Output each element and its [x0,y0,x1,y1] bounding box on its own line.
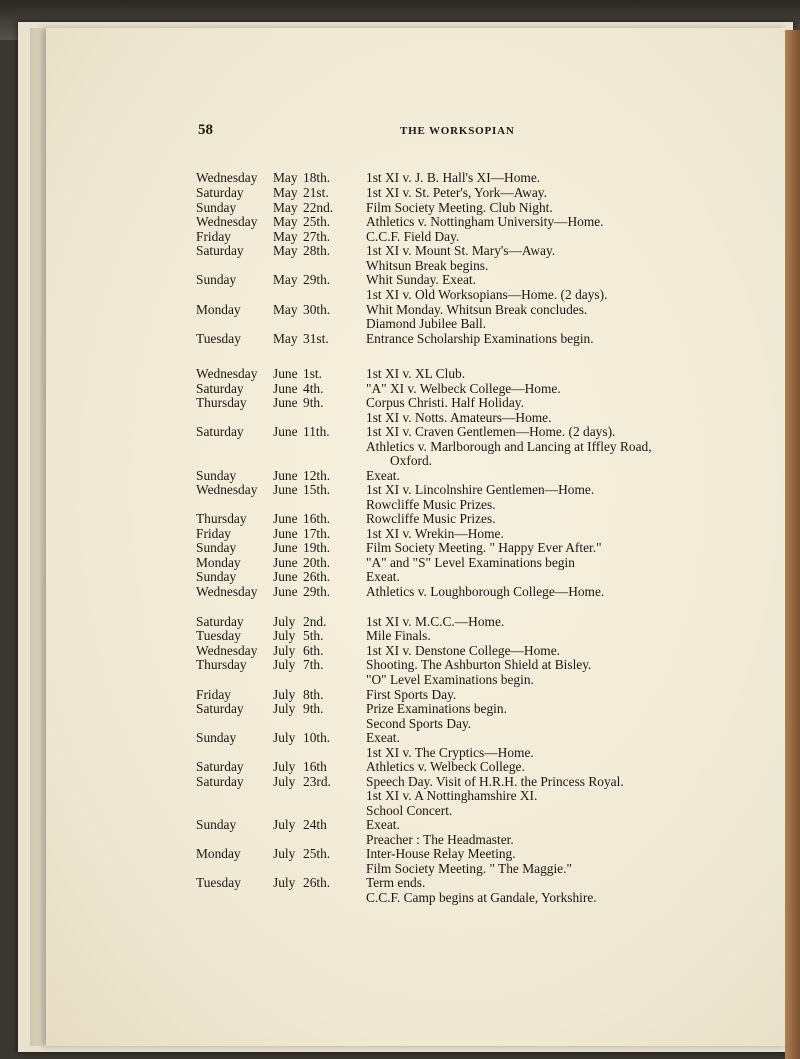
calendar-entry [0,846,800,862]
calendar-entry [0,817,800,833]
entry-date: 28th. [303,243,331,258]
entry-day: Friday [196,526,231,541]
entry-month: June [273,584,298,599]
entry-day: Wednesday [196,643,258,658]
entry-date: 26th. [303,875,331,890]
entry-event: Athletics v. Marlborough and Lancing at Iffley Road, [366,439,652,454]
entry-month: July [273,730,296,745]
calendar-entry [0,628,800,644]
calendar-entry [0,701,800,717]
calendar-entry [0,243,800,259]
entry-day: Sunday [196,569,237,584]
entry-event: Oxford. [390,453,433,468]
entry-month: June [273,424,298,439]
entry-event: 1st XI v. Denstone College—Home. [366,643,561,658]
entry-date: 25th. [303,214,331,229]
entry-day: Sunday [196,817,237,832]
entry-event: School Concert. [366,803,453,818]
entry-day: Friday [196,229,231,244]
entry-date: 10th. [303,730,331,745]
entry-event: Whit Sunday. Exeat. [366,272,476,287]
entry-date: 17th. [303,526,331,541]
entry-day: Tuesday [196,331,241,346]
calendar-entry [0,331,800,347]
entry-date: 4th. [303,381,324,396]
entry-month: May [273,200,298,215]
entry-event: Prize Examinations begin. [366,701,507,716]
entry-month: July [273,687,296,702]
entry-event: 1st XI v. Wrekin—Home. [366,526,504,541]
entry-day: Tuesday [196,875,241,890]
entry-event: Diamond Jubilee Ball. [366,316,487,331]
entry-month: June [273,555,298,570]
entry-day: Monday [196,302,241,317]
entry-day: Saturday [196,614,244,629]
entry-date: 16th. [303,511,331,526]
entry-day: Wednesday [196,170,258,185]
entry-day: Monday [196,555,241,570]
entry-day: Thursday [196,511,247,526]
entry-day: Friday [196,687,231,702]
entry-month: May [273,331,298,346]
calendar-entry [0,890,800,906]
entry-event: 1st XI v. XL Club. [366,366,466,381]
entry-event: Athletics v. Nottingham University—Home. [366,214,604,229]
entry-event: Whit Monday. Whitsun Break concludes. [366,302,588,317]
calendar-entry [0,569,800,585]
entry-month: June [273,511,298,526]
entry-date: 1st. [303,366,322,381]
entry-day: Tuesday [196,628,241,643]
entry-date: 5th. [303,628,324,643]
calendar-entry [0,584,800,600]
entry-day: Saturday [196,381,244,396]
entry-day: Saturday [196,185,244,200]
entry-month: July [273,846,296,861]
entry-day: Wednesday [196,214,258,229]
entry-event: Film Society Meeting. Club Night. [366,200,553,215]
entry-month: May [273,243,298,258]
entry-day: Saturday [196,424,244,439]
calendar-entry [0,540,800,556]
entry-date: 6th. [303,643,324,658]
entry-event: 1st XI v. The Cryptics—Home. [366,745,534,760]
entry-date: 7th. [303,657,324,672]
entry-event: Whitsun Break begins. [366,258,489,273]
entry-date: 11th. [303,424,330,439]
entry-event: 1st XI v. Notts. Amateurs—Home. [366,410,552,425]
entry-month: June [273,366,298,381]
calendar-entry [0,453,800,469]
entry-event: Exeat. [366,730,400,745]
entry-day: Saturday [196,774,244,789]
entry-event: Mile Finals. [366,628,431,643]
entry-event: 1st XI v. Lincolnshire Gentlemen—Home. [366,482,595,497]
entry-event: Film Society Meeting. " Happy Ever After." [366,540,602,555]
entry-date: 27th. [303,229,331,244]
calendar-entry [0,366,800,382]
entry-event: Exeat. [366,569,400,584]
entry-day: Wednesday [196,584,258,599]
entry-month: June [273,395,298,410]
entry-date: 8th. [303,687,324,702]
entry-event: Entrance Scholarship Examinations begin. [366,331,594,346]
calendar-entry [0,730,800,746]
entry-month: May [273,229,298,244]
entry-event: Corpus Christi. Half Holiday. [366,395,524,410]
entry-month: July [273,759,296,774]
entry-month: June [273,540,298,555]
calendar-entry [0,214,800,230]
entry-event: Exeat. [366,817,400,832]
entry-date: 30th. [303,302,331,317]
entry-event: Exeat. [366,468,400,483]
entry-month: July [273,614,296,629]
entry-month: July [273,817,296,832]
calendar-entry [0,482,800,498]
entry-month: May [273,302,298,317]
calendar-entry [0,788,800,804]
entry-event: Film Society Meeting. " The Maggie." [366,861,572,876]
entry-month: May [273,214,298,229]
entry-date: 19th. [303,540,331,555]
entry-month: July [273,774,296,789]
calendar-entry [0,511,800,527]
entry-month: July [273,875,296,890]
entry-event: 1st XI v. J. B. Hall's XI—Home. [366,170,541,185]
page-number: 58 [198,122,213,138]
entry-date: 20th. [303,555,331,570]
entry-day: Wednesday [196,482,258,497]
entry-date: 9th. [303,395,324,410]
entry-day: Saturday [196,243,244,258]
entry-date: 29th. [303,272,331,287]
entry-day: Sunday [196,540,237,555]
entry-event: Rowcliffe Music Prizes. [366,497,496,512]
calendar-entry [0,672,800,688]
entry-month: May [273,185,298,200]
entry-event: Preacher : The Headmaster. [366,832,514,847]
entry-day: Sunday [196,272,237,287]
entry-event: Inter-House Relay Meeting. [366,846,516,861]
entry-month: May [273,170,298,185]
entry-day: Sunday [196,468,237,483]
entry-day: Sunday [196,200,237,215]
entry-day: Sunday [196,730,237,745]
entry-month: July [273,628,296,643]
entry-date: 16th [303,759,327,774]
calendar-entry [0,759,800,775]
entry-date: 12th. [303,468,331,483]
entry-event: 1st XI v. Mount St. Mary's—Away. [366,243,556,258]
calendar-entry [0,316,800,332]
calendar-entry [0,170,800,186]
entry-day: Saturday [196,759,244,774]
calendar-entry [0,272,800,288]
running-head: THE WORKSOPIAN [400,125,515,137]
entry-day: Wednesday [196,366,258,381]
entry-month: May [273,272,298,287]
entry-date: 24th [303,817,327,832]
entry-day: Saturday [196,701,244,716]
calendar-entry [0,424,800,440]
entry-event: Rowcliffe Music Prizes. [366,511,496,526]
entry-date: 15th. [303,482,331,497]
entry-month: June [273,526,298,541]
entry-event: 1st XI v. Old Worksopians—Home. (2 days). [366,287,608,302]
entry-date: 22nd. [303,200,334,215]
entry-event: 1st XI v. St. Peter's, York—Away. [366,185,547,200]
calendar-entry [0,185,800,201]
entry-date: 2nd. [303,614,327,629]
entry-event: Term ends. [366,875,426,890]
entry-day: Thursday [196,657,247,672]
entry-month: July [273,701,296,716]
calendar-entry [0,395,800,411]
entry-month: June [273,569,298,584]
entry-event: "O" Level Examinations begin. [366,672,534,687]
calendar-entry [0,657,800,673]
entry-date: 18th. [303,170,331,185]
entry-day: Monday [196,846,241,861]
entry-event: First Sports Day. [366,687,457,702]
entry-event: Speech Day. Visit of H.R.H. the Princess Royal. [366,774,624,789]
entry-date: 25th. [303,846,331,861]
entry-date: 29th. [303,584,331,599]
entry-event: "A" XI v. Welbeck College—Home. [366,381,561,396]
calendar-entry [0,287,800,303]
entry-month: June [273,381,298,396]
entry-event: C.C.F. Camp begins at Gandale, Yorkshire. [366,890,597,905]
entry-month: June [273,482,298,497]
entry-event: 1st XI v. Craven Gentlemen—Home. (2 days). [366,424,616,439]
entry-event: 1st XI v. A Nottinghamshire XI. [366,788,538,803]
entry-date: 9th. [303,701,324,716]
entry-event: Shooting. The Ashburton Shield at Bisley. [366,657,592,672]
calendar-entry [0,875,800,891]
entry-event: 1st XI v. M.C.C.—Home. [366,614,505,629]
entry-month: June [273,468,298,483]
entry-date: 31st. [303,331,329,346]
entry-event: Athletics v. Welbeck College. [366,759,525,774]
entry-date: 21st. [303,185,329,200]
entry-event: "A" and "S" Level Examinations begin [366,555,575,570]
entry-month: July [273,643,296,658]
entry-date: 23rd. [303,774,331,789]
entry-date: 26th. [303,569,331,584]
entry-event: C.C.F. Field Day. [366,229,460,244]
entry-month: July [273,657,296,672]
entry-event: Second Sports Day. [366,716,472,731]
entry-event: Athletics v. Loughborough College—Home. [366,584,605,599]
entry-day: Thursday [196,395,247,410]
